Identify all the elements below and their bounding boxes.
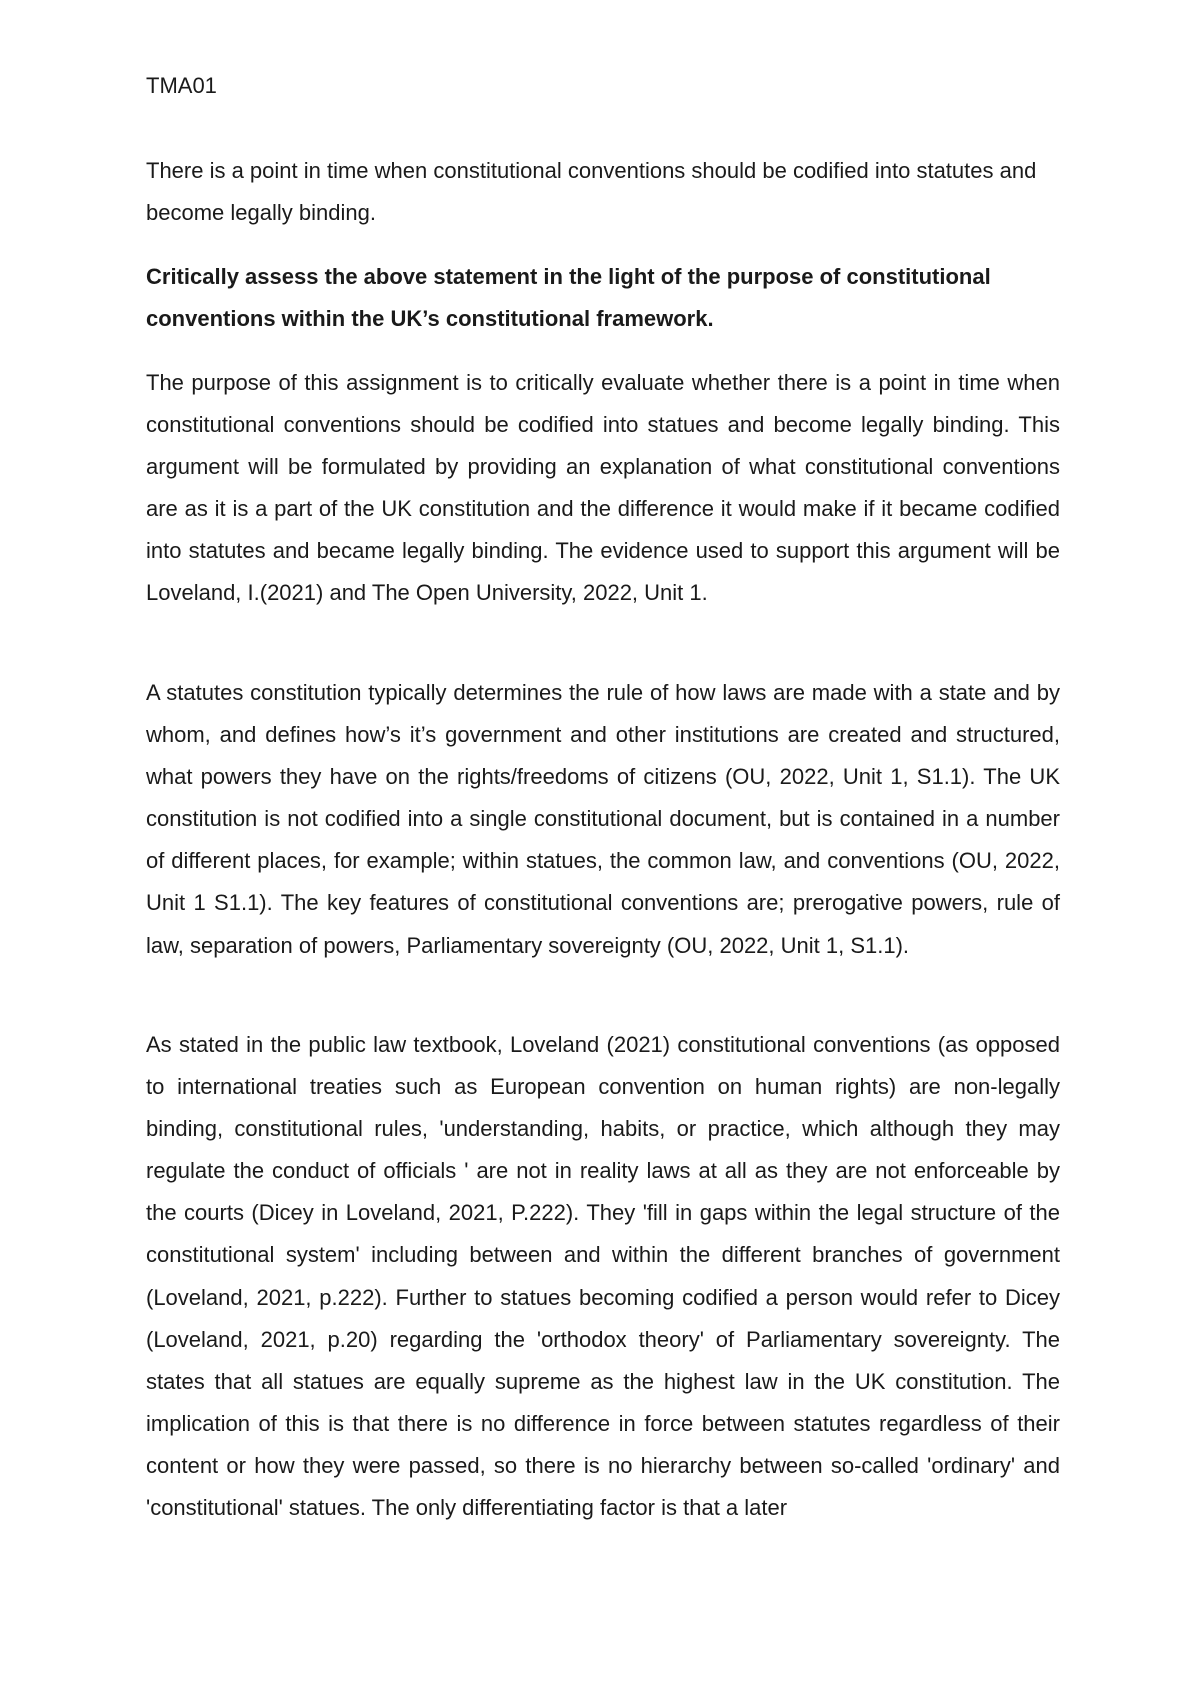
assignment-statement: There is a point in time when constitutional conventions should be codified into statutes and become legally binding. bbox=[146, 158, 1037, 225]
body-paragraph-conventions: As stated in the public law textbook, Loveland (2021) constitutional conventions (as opposed to international treaties such as European convention on human rights) are non-legally binding, constitutional rules, 'understanding, habits, or practice, which although they may regulate the conduct of officials ' are not in reality laws at all as they are not enforceable by the courts (Dicey in Loveland, 2021, P.222). They 'fill in gaps within the legal structure of the constitutional system' including between and within the different branches of government (Loveland, 2021, p.222). Further to statues becoming codified a person would refer to Dicey (Loveland, 2021, p.20) regarding the 'orthodox theory' of Parliamentary sovereignty. The states that all statues are equally supreme as the highest law in the UK constitution. The implication of this is that there is no difference in force between statutes regardless of their content or how they were passed, so there is no hierarchy between so-called 'ordinary' and 'constitutional' statues. The only differentiating factor is that a later bbox=[146, 1032, 1060, 1521]
body-paragraph-uk-constitution: A statutes constitution typically determines the rule of how laws are made with a state and by whom, and defines how’s it’s government and other institutions are created and structured, what powers they have on the rights/freedoms of citizens (OU, 2022, Unit 1, S1.1). The UK constitution is not codified into a single constitutional document, but is contained in a number of different places, for example; within statues, the common law, and conventions (OU, 2022, Unit 1 S1.1). The key features of constitutional conventions are; prerogative powers, rule of law, separation of powers, Parliamentary sovereignty (OU, 2022, Unit 1, S1.1). bbox=[146, 680, 1060, 958]
document-header-title: TMA01 bbox=[146, 73, 217, 98]
body-paragraph-introduction: The purpose of this assignment is to critically evaluate whether there is a point in time when constitutional conventions should be codified into statues and become legally binding. This argument will be formulated by providing an explanation of what constitutional conventions are as it is a part of the UK constitution and the difference it would make if it became codified into statutes and became legally binding. The evidence used to support this argument will be Loveland, I.(2021) and The Open University, 2022, Unit 1. bbox=[146, 370, 1060, 606]
assignment-question: Critically assess the above statement in the light of the purpose of constitutional conventions within the UK’s constitutional framework. bbox=[146, 264, 991, 331]
